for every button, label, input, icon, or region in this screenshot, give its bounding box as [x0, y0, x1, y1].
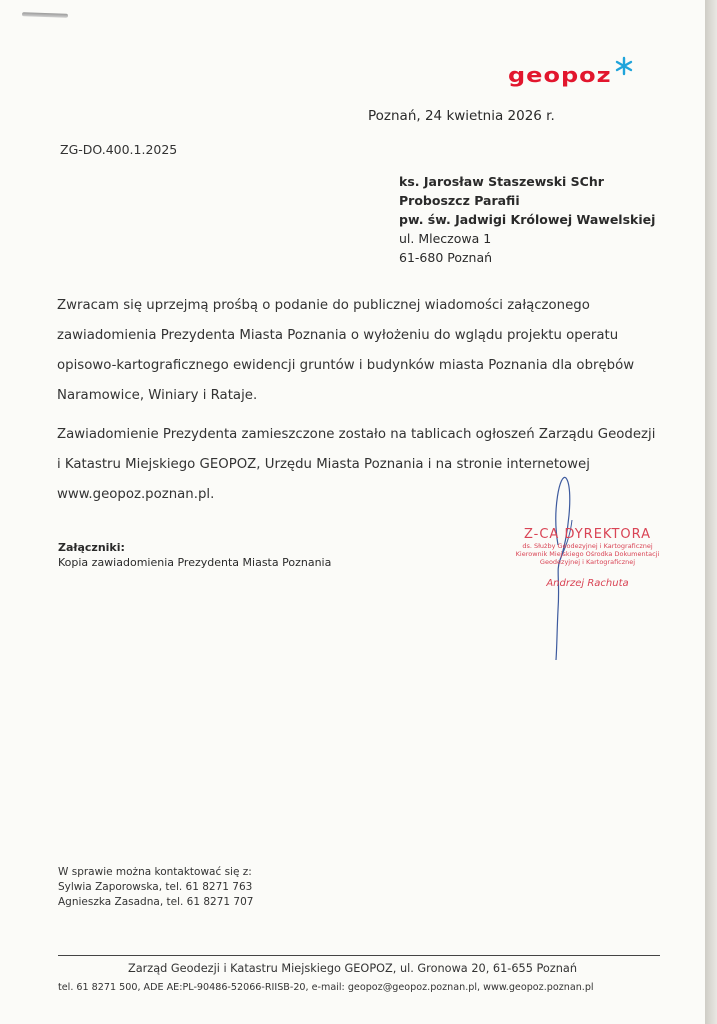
body-paragraph-1: Zwracam się uprzejmą prośbą o podanie do publicznej wiadomości załączonego zawiadomienia Prezydenta Miasta Poznania o wyłożeniu do wglądu projektu operatu opisowo-kartograficznego ewidencji gruntów i budynków miasta Poznania dla obrębów Naramowice, Winiary i Rataje.: [57, 298, 635, 403]
contact-person-1: Sylwia Zaporowska, tel. 61 8271 763: [58, 881, 253, 893]
contact-block: [58, 865, 253, 910]
addressee-block: [399, 172, 655, 267]
addressee-title: Proboszcz Parafii: [399, 193, 520, 208]
logo-wordmark: geopoz: [508, 63, 612, 87]
contact-intro: W sprawie można kontaktować się z:: [58, 866, 252, 878]
asterisk-icon: [614, 56, 634, 76]
footer-divider: [58, 955, 660, 956]
official-stamp: [500, 527, 675, 589]
footer-address: Zarząd Geodezji i Katastru Miejskiego GEOPOZ, ul. Gronowa 20, 61-655 Poznań: [128, 962, 577, 975]
page-edge: [705, 0, 717, 1024]
attachments-heading: Załączniki:: [58, 541, 125, 554]
addressee-parish: pw. św. Jadwigi Królowej Wawelskiej: [399, 212, 656, 227]
reference-number: ZG-DO.400.1.2025: [60, 142, 178, 157]
stamp-line-2: Kierownik Miejskiego Ośrodka Dokumentacji: [515, 550, 660, 558]
addressee-city: 61-680 Poznań: [399, 250, 493, 265]
attachment-item: Kopia zawiadomienia Prezydenta Miasta Poznania: [58, 556, 332, 569]
footer-contacts: tel. 61 8271 500, ADE AE:PL-90486-52066-RIISB-20, e-mail: geopoz@geopoz.poznan.pl, www.geopoz.poznan.pl: [58, 982, 594, 993]
addressee-street: ul. Mleczowa 1: [399, 231, 492, 246]
attachments-block: [58, 540, 331, 570]
contact-person-2: Agnieszka Zasadna, tel. 61 8271 707: [58, 896, 254, 908]
geopoz-logo: [508, 58, 634, 92]
body-paragraph-2: Zawiadomienie Prezydenta zamieszczone zostało na tablicach ogłoszeń Zarządu Geodezji i Katastru Miejskiego GEOPOZ, Urzędu Miasta Poznania i na stronie internetowej www.geopoz.poznan.pl.: [57, 427, 656, 502]
stamp-line-3: Geodezyjnej i Kartograficznej: [539, 558, 636, 566]
addressee-name: ks. Jarosław Staszewski SChr: [399, 174, 604, 189]
place-date: Poznań, 24 kwietnia 2026 r.: [368, 108, 555, 124]
stamp-line-1: ds. Służby Geodezyjnej i Kartograficznej: [522, 542, 653, 550]
staple-mark: [22, 12, 68, 18]
stamp-title: Z-CA DYREKTORA: [523, 527, 652, 542]
stamp-signatory-name: Andrzej Rachuta: [546, 578, 629, 589]
